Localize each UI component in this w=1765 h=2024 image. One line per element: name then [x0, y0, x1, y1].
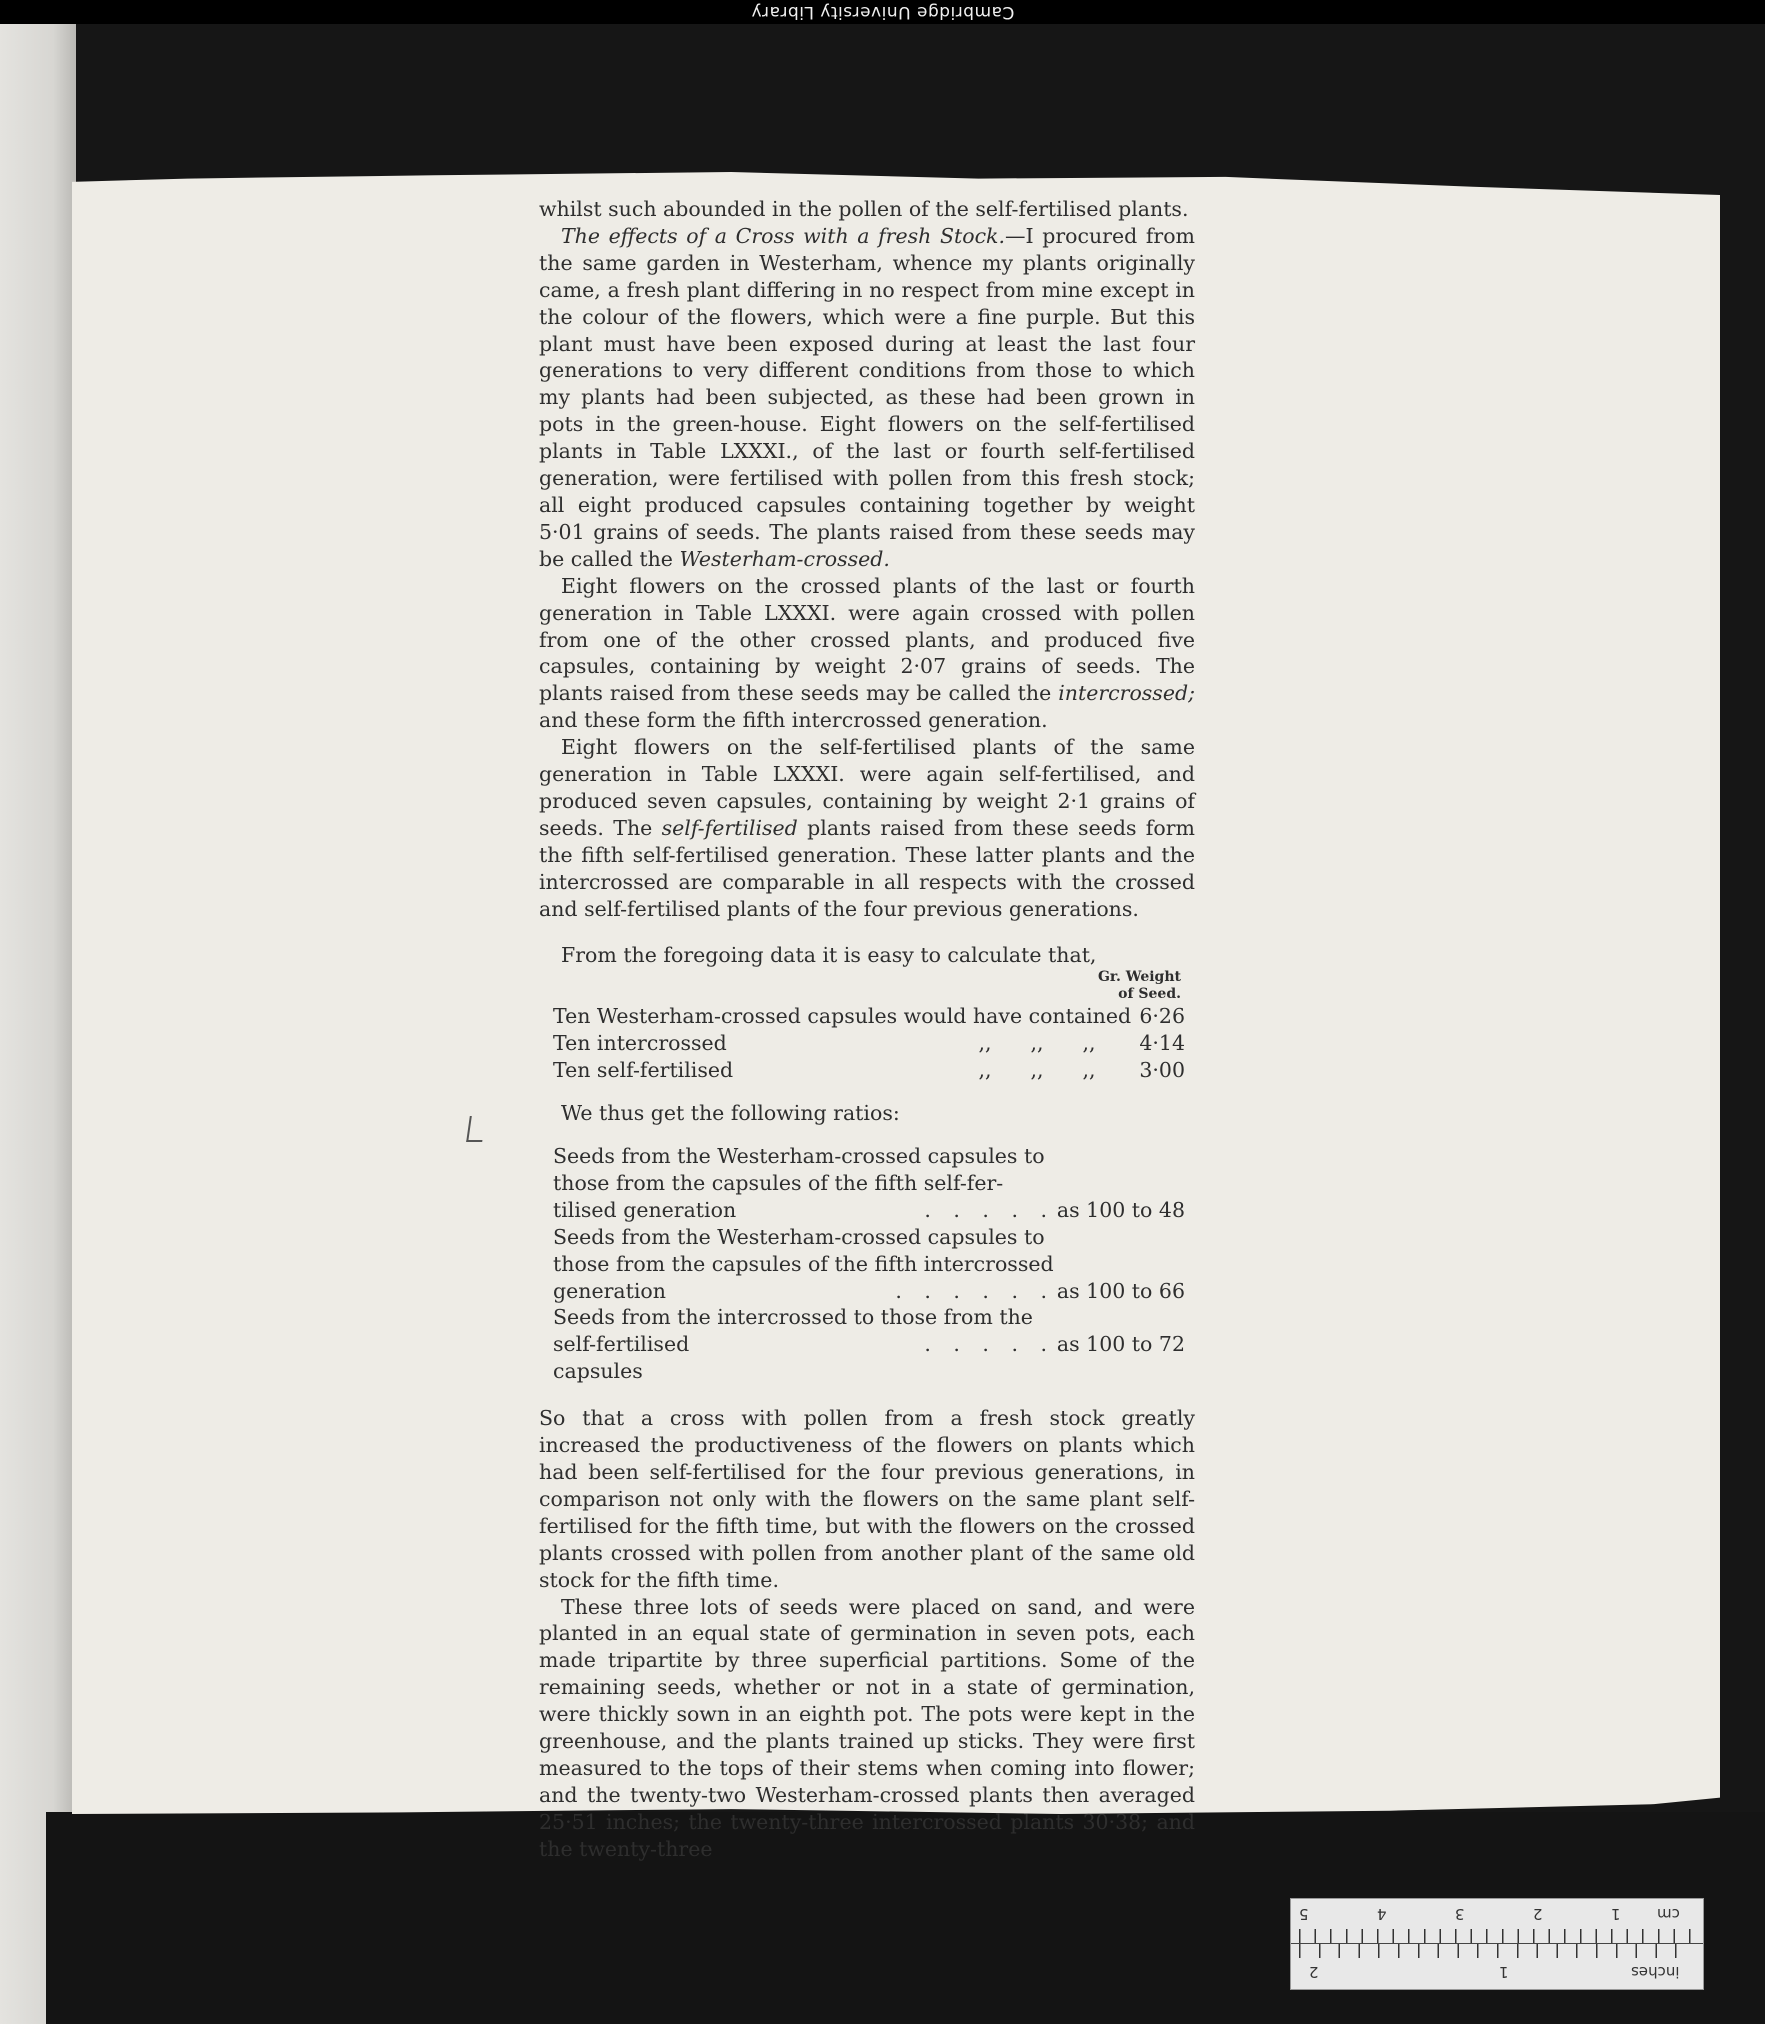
- row-label: Ten Westerham-crossed capsules would have contained: [553, 1004, 1132, 1029]
- cm-tick-label: 1: [1611, 1905, 1621, 1923]
- paragraph-2: [539, 223, 1195, 573]
- ditto-mark: ,,: [978, 1031, 992, 1056]
- table-row: [539, 1057, 1195, 1084]
- ratio-line: self-fertilised capsules: [553, 1332, 690, 1384]
- ratio-value: as 100 to 66: [1056, 1278, 1185, 1303]
- paragraph-8: These three lots of seeds were placed on sand, and were planted in an equal state of germination in seven pots, each made tripartite by three superficial partitions. Some of the remaining seeds, whether or not in a state of germination, were thickly sown in an eighth pot. The pots were kept in the greenhouse, and the plants trained up sticks. They were first measured to the tops of their stems when coming into flower; and the twenty-two Westerham-crossed plants then averaged 25·51 inches; the twenty-three intercrossed plants 30·38; and the twenty-three: [539, 1594, 1195, 1861]
- paragraph-1: whilst such abounded in the pollen of the self-fertilised plants.: [539, 197, 1189, 221]
- cm-label: cm: [1657, 1905, 1680, 1923]
- cm-tick-label: 2: [1533, 1905, 1543, 1923]
- cm-ticks: [1299, 1929, 1695, 1943]
- cm-tick-label: 5: [1299, 1905, 1309, 1923]
- ditto-mark: ,,: [1082, 1031, 1096, 1056]
- table-header-line-2: of Seed.: [1118, 986, 1181, 1003]
- table-header-line-1: Gr. Weight: [1097, 969, 1181, 986]
- cm-tick-label: 4: [1377, 1905, 1387, 1923]
- ditto-mark: ,,: [1082, 1058, 1096, 1083]
- paragraph-6: We thus get the following ratios:: [561, 1101, 900, 1126]
- inch-tick-label: 1: [1499, 1963, 1509, 1981]
- table-row: [539, 1003, 1195, 1030]
- section-heading-italic: The effects of a Cross with a fresh Stock.: [561, 223, 1005, 248]
- scale-ruler: [1290, 1898, 1704, 1990]
- ratio-value: as 100 to 48: [1056, 1197, 1185, 1222]
- paragraph-3-italic: intercrossed;: [1058, 681, 1195, 706]
- leader-dots: . . . . . .: [895, 1278, 1055, 1303]
- ratio-line: Seeds from the intercrossed to those from the: [553, 1305, 1033, 1330]
- row-value: 4·14: [1139, 1031, 1185, 1056]
- ratio-entry: [539, 1224, 1195, 1305]
- ratio-line: those from the capsules of the fifth intercrossed: [553, 1251, 1054, 1276]
- ratio-line: tilised generation: [553, 1197, 737, 1222]
- paragraph-3: [539, 573, 1195, 734]
- inch-tick-label: 2: [1309, 1963, 1319, 1981]
- ratio-line: Seeds from the Westerham-crossed capsules to: [553, 1144, 1045, 1168]
- leader-dots: . . . . .: [924, 1332, 1055, 1357]
- ratio-value: as 100 to 72: [1056, 1332, 1185, 1357]
- paragraph-4-italic: self-fertilised: [661, 815, 798, 840]
- paragraph-5: From the foregoing data it is easy to calculate that,: [561, 943, 1097, 968]
- paragraph-2-text: —I procured from the same garden in Westerham, whence my plants originally came, a fresh plant differing in no respect from mine except in the colour of the flowers, which were a fine purple. But this plant must have been exposed during at least the last four generations to very different conditions from those to which my plants had been subjected, as these had been grown in pots in the green-house. Eight flowers on the self-fertilised plants in Table LXXXI., of the last or fourth self-fertilised generation, were fertilised with pollen from this fresh stock; all eight produced capsules containing together by weight 5·01 grains of seeds. The plants raised from these seeds may be called the: [539, 223, 1195, 571]
- leader-dots: . . . . .: [924, 1197, 1055, 1222]
- paragraph-3-text: Eight flowers on the crossed plants of the last or fourth generation in Table LXXXI. were again crossed with pollen from one of the other crossed plants, and produced five capsules, containing by weight 2·07 grains of seeds. The plants raised from these seeds may be called the: [539, 573, 1195, 706]
- cm-tick-label: 3: [1455, 1905, 1465, 1923]
- adjacent-page-edge: [0, 24, 76, 2024]
- paragraph-2-italic-end: Westerham-crossed.: [679, 546, 890, 571]
- paragraph-3-end: and these form the fifth intercrossed generation.: [539, 708, 1048, 733]
- ratio-entry: [539, 1143, 1195, 1224]
- ratio-line: those from the capsules of the fifth self-fer-: [553, 1170, 1004, 1195]
- table-header: [539, 969, 1195, 1003]
- paragraph-4-end: plants raised from these seeds form the fifth self-fertilised generation. These latter plants and the intercrossed are comparable in all respects with the crossed and self-fertilised plants of the four previous generations.: [539, 815, 1195, 921]
- ditto-mark: ,,: [978, 1058, 992, 1083]
- ratio-entry: [539, 1304, 1195, 1385]
- table-row: [539, 1030, 1195, 1057]
- paragraph-4-text: Eight flowers on the self-fertilised plants of the same generation in Table LXXXI. were again self-fertilised, and produced seven capsules, containing by weight 2·1 grains of seeds. The: [539, 735, 1195, 840]
- library-header-bar: [0, 0, 1765, 24]
- paragraph-7: So that a cross with pollen from a fresh stock greatly increased the productiveness of the flowers on plants which had been self-fertilised for the four previous generations, in comparison not only with the flowers on the same plant self-fertilised for the fifth time, but with the flowers on the crossed plants crossed with pollen from another plant of the same old stock for the fifth time.: [539, 1406, 1195, 1592]
- row-value: 3·00: [1139, 1058, 1185, 1083]
- inch-ticks: [1299, 1944, 1695, 1958]
- ratio-line: generation: [553, 1278, 666, 1303]
- row-value: 6·26: [1139, 1004, 1185, 1029]
- ratio-line: Seeds from the Westerham-crossed capsules to: [553, 1224, 1045, 1249]
- inches-label: inches: [1631, 1963, 1680, 1981]
- ditto-mark: ,,: [1030, 1031, 1044, 1056]
- row-label: Ten intercrossed: [553, 1031, 727, 1056]
- paragraph-4: [539, 734, 1195, 922]
- page-text: [539, 196, 1195, 1863]
- row-label: Ten self-fertilised: [553, 1058, 734, 1083]
- library-name: Cambridge University Library: [750, 2, 1015, 22]
- ditto-mark: ,,: [1030, 1058, 1044, 1083]
